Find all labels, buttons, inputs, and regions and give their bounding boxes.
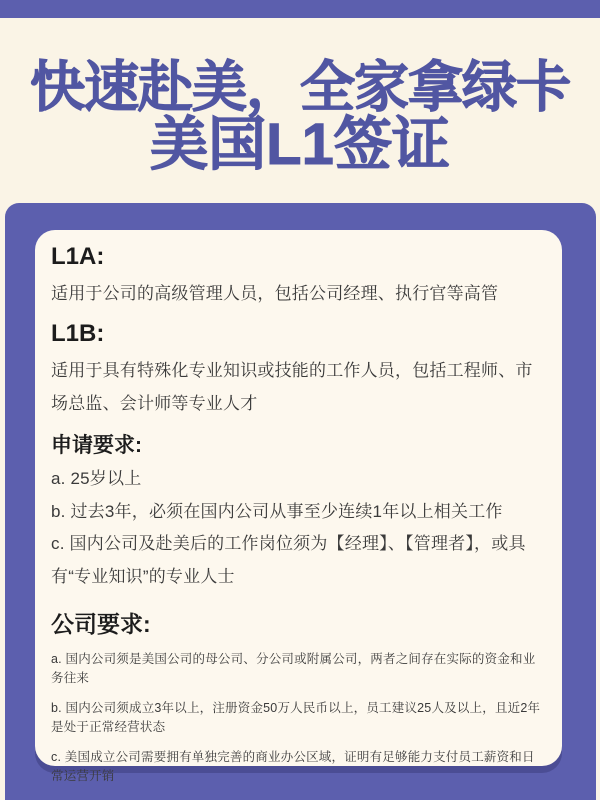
- company-requirements-heading: 公司要求:: [51, 611, 151, 637]
- company-requirement-item: b. 国内公司须成立3年以上，注册资金50万人民币以上，员工建议25人及以上，且近2年是处于正常经营状态: [51, 701, 541, 734]
- company-requirements-list: [51, 650, 546, 786]
- l1b-description: 适用于具有特殊化专业知识或技能的工作人员，包括工程师、市场总监、会计师等专业人才: [51, 361, 533, 413]
- l1a-heading: L1A:: [51, 243, 105, 270]
- top-accent-bar: [0, 0, 600, 18]
- company-requirement-item: a. 国内公司须是美国公司的母公司、分公司或附属公司，两者之间存在实际的资金和业务往来: [51, 652, 536, 685]
- l1a-description: 适用于公司的高级管理人员，包括公司经理、执行官等高管: [51, 284, 499, 303]
- application-requirements-list: [51, 463, 546, 593]
- l1b-heading: L1B:: [51, 320, 105, 347]
- hero-title-line2: 美国L1签证: [150, 112, 450, 177]
- hero-title-line1: 快速赴美，全家拿绿卡: [29, 56, 570, 118]
- info-card: [35, 230, 562, 783]
- hero-section: [0, 18, 600, 203]
- company-requirement-item: c. 美国成立公司需要拥有单独完善的商业办公区域，证明有足够能力支付员工薪资和日常运营开销: [51, 750, 535, 783]
- application-requirements-heading: 申请要求:: [51, 434, 142, 457]
- application-requirement-item: b. 过去3年，必须在国内公司从事至少连续1年以上相关工作: [51, 501, 503, 521]
- content-panel: [5, 203, 596, 800]
- application-requirement-item: a. 25岁以上: [51, 469, 142, 488]
- application-requirement-item: c. 国内公司及赴美后的工作岗位须为【经理】、【管理者】，或具有“专业知识”的专业人士: [51, 534, 526, 586]
